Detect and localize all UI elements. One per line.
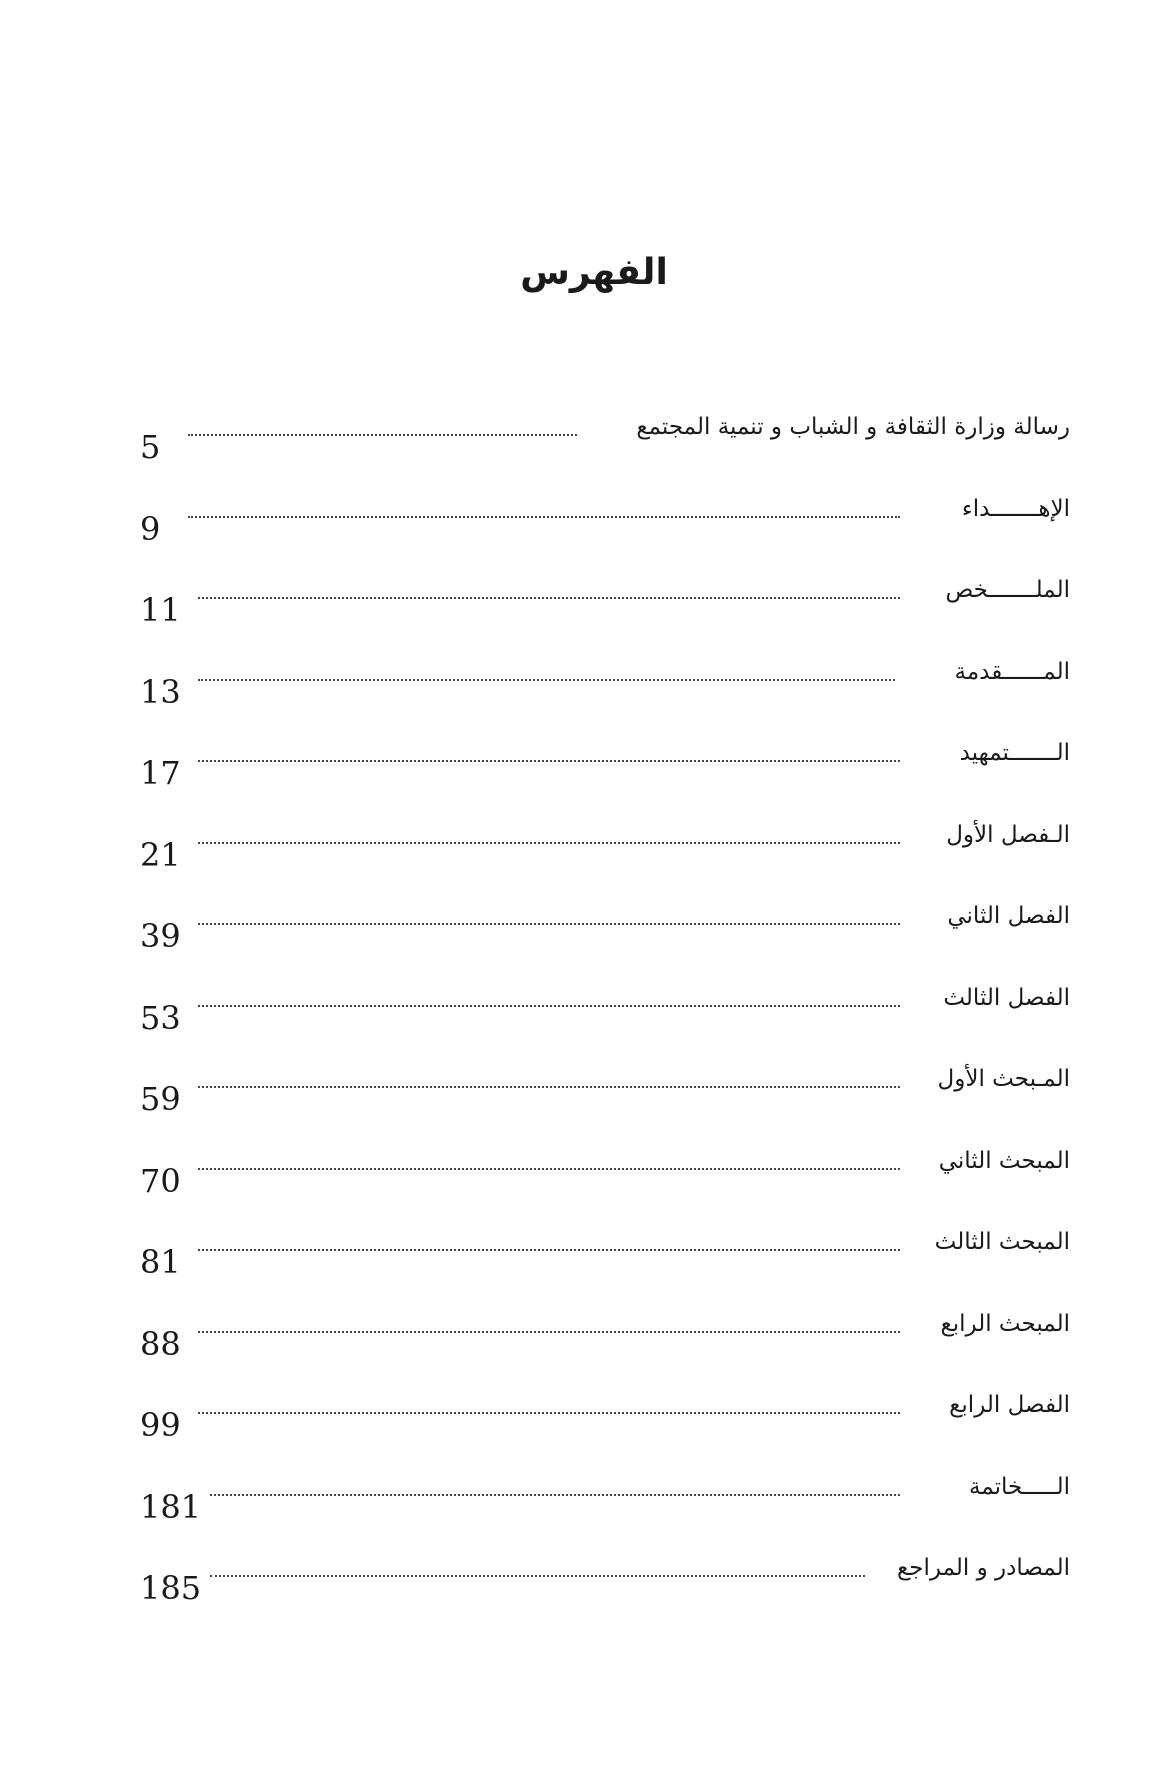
toc-entry-4[interactable]	[140, 645, 1070, 727]
page-title: الفهرس	[520, 252, 668, 293]
toc-entry-15[interactable]	[140, 1541, 1070, 1623]
dot-leader	[198, 1086, 900, 1088]
dot-leader	[198, 1331, 900, 1333]
toc-entry-label: الملـــــــخص	[945, 577, 1070, 603]
toc-entry-page: 5	[140, 428, 161, 466]
toc-entry-9[interactable]	[140, 1052, 1070, 1134]
toc-entry-page: 17	[140, 754, 181, 792]
toc-entry-label: الفصل الثالث	[943, 984, 1070, 1011]
toc-entry-page: 99	[140, 1406, 181, 1444]
toc-entry-page: 88	[140, 1324, 181, 1363]
toc-entry-2[interactable]	[140, 482, 1070, 564]
dot-leader	[198, 679, 895, 681]
toc-entry-page: 39	[140, 917, 181, 955]
toc-entry-label: المـبحث الأول	[937, 1066, 1070, 1092]
toc-entry-13[interactable]	[140, 1378, 1070, 1460]
dot-leader	[198, 760, 900, 762]
toc-entry-page: 185	[140, 1569, 202, 1607]
toc-entry-7[interactable]	[140, 889, 1070, 971]
toc-entry-label: الفصل الرابع	[949, 1392, 1070, 1418]
toc-entry-3[interactable]	[140, 563, 1070, 645]
dot-leader	[198, 1412, 900, 1414]
toc-entry-label: المصادر و المراجع	[897, 1555, 1070, 1581]
dot-leader	[198, 1005, 900, 1007]
toc-entry-8[interactable]	[140, 971, 1070, 1053]
toc-entry-label: المــــــقدمة	[954, 658, 1070, 685]
toc-entry-label: الـــــــتمهيد	[959, 740, 1070, 766]
dot-leader	[188, 434, 577, 436]
toc-entry-page: 11	[140, 591, 181, 629]
toc-entry-label: الـفصل الأول	[946, 821, 1070, 848]
toc-entry-page: 53	[140, 998, 181, 1037]
toc-entry-label: المبحث الرابع	[940, 1310, 1070, 1337]
toc-entry-page: 21	[140, 835, 181, 874]
dot-leader	[198, 1249, 900, 1251]
toc-entry-label: الفصل الثاني	[947, 903, 1070, 929]
table-of-contents	[140, 400, 1070, 1623]
dot-leader	[198, 842, 900, 844]
toc-entry-label: الإهـــــــداء	[961, 495, 1070, 522]
dot-leader	[198, 1168, 900, 1170]
toc-entry-label: المبحث الثاني	[938, 1147, 1070, 1174]
toc-entry-12[interactable]	[140, 1297, 1070, 1379]
toc-entry-page: 59	[140, 1080, 181, 1118]
dot-leader	[210, 1494, 900, 1496]
dot-leader	[198, 923, 900, 925]
dot-leader	[210, 1575, 865, 1577]
dot-leader	[198, 597, 900, 599]
toc-entry-6[interactable]	[140, 808, 1070, 890]
toc-entry-page: 9	[140, 509, 161, 548]
toc-entry-page: 70	[140, 1161, 181, 1200]
toc-entry-10[interactable]	[140, 1134, 1070, 1216]
toc-entry-14[interactable]	[140, 1460, 1070, 1542]
toc-entry-11[interactable]	[140, 1215, 1070, 1297]
toc-entry-label: رسالة وزارة الثقافة و الشباب و تنمية المجتمع	[636, 414, 1070, 440]
toc-entry-page: 13	[140, 672, 181, 711]
dot-leader	[188, 516, 900, 518]
toc-entry-5[interactable]	[140, 726, 1070, 808]
toc-entry-page: 181	[140, 1487, 202, 1526]
toc-entry-label: الـــــخاتمة	[969, 1473, 1070, 1500]
toc-entry-label: المبحث الثالث	[934, 1229, 1070, 1255]
toc-entry-page: 81	[140, 1243, 181, 1281]
toc-entry-1[interactable]	[140, 400, 1070, 482]
